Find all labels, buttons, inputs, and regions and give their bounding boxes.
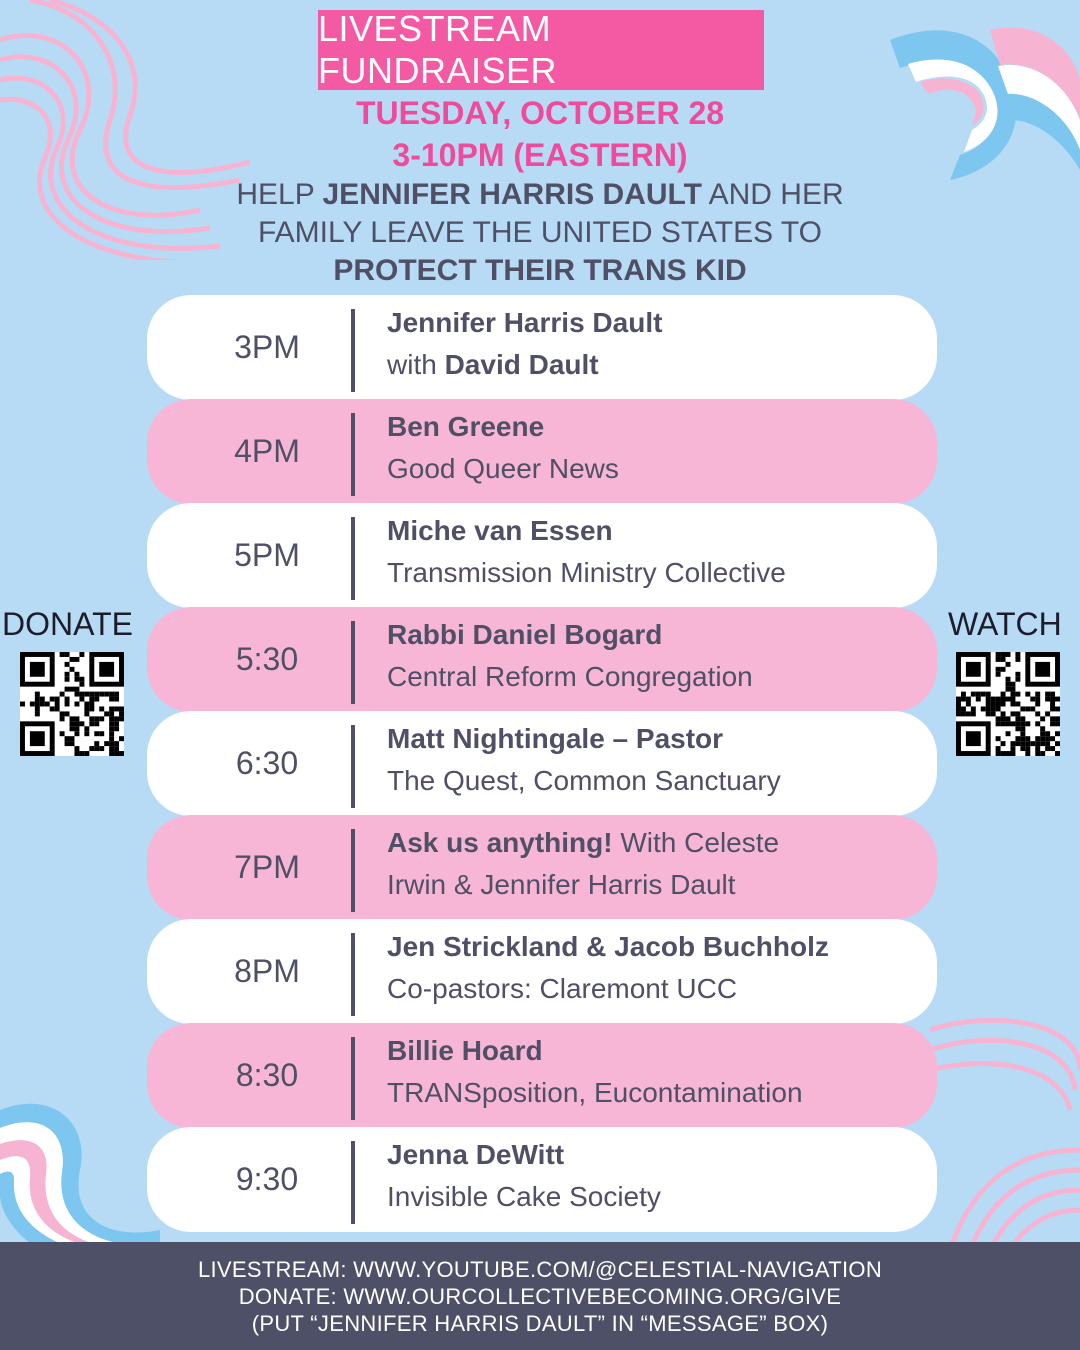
speaker-line	[387, 723, 723, 755]
divider	[351, 413, 355, 496]
speaker-name: Rabbi Daniel Bogard	[387, 619, 663, 650]
speaker-name: Jen Strickland & Jacob Buchholz	[387, 931, 829, 962]
schedule-time: 6:30	[235, 745, 299, 781]
intro-name: JENNIFER HARRIS DAULT	[322, 178, 702, 211]
donate-label: DONATE	[2, 606, 133, 642]
speaker-name: Matt Nightingale – Pastor	[387, 723, 724, 754]
speaker-name: Miche van Essen	[387, 515, 613, 546]
speaker-detail: TRANSposition, Eucontamination	[387, 1077, 803, 1108]
event-time: 3-10PM (EASTERN)	[392, 137, 688, 173]
schedule-time: 5:30	[235, 641, 299, 677]
schedule-row	[147, 503, 937, 608]
watch-label: WATCH	[948, 606, 1062, 642]
speaker-name: Ben Greene	[387, 411, 545, 442]
schedule-time: 8PM	[234, 953, 300, 989]
footer-links	[0, 1242, 1080, 1350]
speaker-name-rest: With Celeste	[612, 827, 780, 858]
divider	[351, 725, 355, 808]
divider	[351, 309, 355, 392]
schedule-row	[147, 1127, 937, 1232]
intro-line-1	[0, 176, 1080, 214]
divider	[351, 829, 355, 912]
donate-note: (PUT “JENNIFER HARRIS DAULT” IN “MESSAGE” BOX)	[251, 1311, 829, 1336]
schedule-row	[147, 815, 937, 920]
event-date: TUESDAY, OCTOBER 28	[355, 95, 725, 131]
donate-qr-code[interactable]	[20, 652, 124, 756]
speaker-detail: Central Reform Congregation	[387, 661, 753, 692]
intro-text	[0, 176, 1080, 290]
divider	[351, 1037, 355, 1120]
schedule-row	[147, 607, 937, 712]
schedule-row	[147, 295, 937, 400]
speaker-line	[387, 1139, 564, 1171]
speaker-detail: Transmission Ministry Collective	[387, 557, 786, 588]
divider	[351, 621, 355, 704]
speaker-line	[387, 619, 662, 651]
schedule-time: 7PM	[234, 849, 300, 885]
schedule-time: 9:30	[235, 1161, 299, 1197]
speaker-detail: Irwin & Jennifer Harris Dault	[387, 869, 736, 900]
speaker-line	[387, 1035, 543, 1067]
livestream-link[interactable]: LIVESTREAM: WWW.YOUTUBE.COM/@CELESTIAL-NAVIGATION	[197, 1257, 883, 1282]
schedule-time: 8:30	[235, 1057, 299, 1093]
wave-lines-bottom-right	[930, 1010, 1080, 1250]
detail-bold: David Dault	[444, 349, 599, 380]
divider	[351, 1141, 355, 1224]
speaker-line	[387, 411, 544, 443]
speaker-detail: Good Queer News	[387, 453, 619, 484]
divider	[351, 517, 355, 600]
schedule-row	[147, 399, 937, 504]
detail-text: with	[387, 349, 445, 380]
speaker-name: Billie Hoard	[387, 1035, 543, 1066]
trans-flag-ribbon-bottom-left	[0, 1090, 160, 1250]
speaker-line	[387, 827, 779, 859]
watch-qr-code[interactable]	[956, 652, 1060, 756]
schedule-time: 5PM	[234, 537, 300, 573]
speaker-name: Jennifer Harris Dault	[387, 307, 663, 338]
intro-line-2: FAMILY LEAVE THE UNITED STATES TO	[257, 216, 823, 249]
divider	[351, 933, 355, 1016]
speaker-name: Jenna DeWitt	[387, 1139, 565, 1170]
speaker-line	[387, 515, 613, 547]
schedule-list	[147, 296, 937, 1232]
intro-text-part: HELP	[236, 178, 323, 211]
schedule-time: 4PM	[234, 433, 300, 469]
intro-text-part: AND HER	[701, 178, 844, 211]
speaker-line	[387, 307, 662, 339]
schedule-row	[147, 711, 937, 816]
speaker-name: Ask us anything!	[387, 827, 613, 858]
intro-line-3	[0, 252, 1080, 290]
speaker-detail: Invisible Cake Society	[387, 1181, 661, 1212]
event-title: LIVESTREAM FUNDRAISER	[318, 8, 558, 91]
speaker-detail: Co-pastors: Claremont UCC	[387, 973, 738, 1004]
speaker-detail	[387, 349, 599, 381]
schedule-row	[147, 1023, 937, 1128]
speaker-line	[387, 931, 829, 963]
schedule-row	[147, 919, 937, 1024]
speaker-detail: The Quest, Common Sanctuary	[387, 765, 781, 796]
intro-emphasis: PROTECT THEIR TRANS KID	[333, 254, 747, 287]
schedule-time: 3PM	[234, 329, 300, 365]
event-title-banner	[318, 10, 764, 90]
donate-link[interactable]: DONATE: WWW.OURCOLLECTIVEBECOMING.ORG/GIVE	[238, 1284, 842, 1309]
